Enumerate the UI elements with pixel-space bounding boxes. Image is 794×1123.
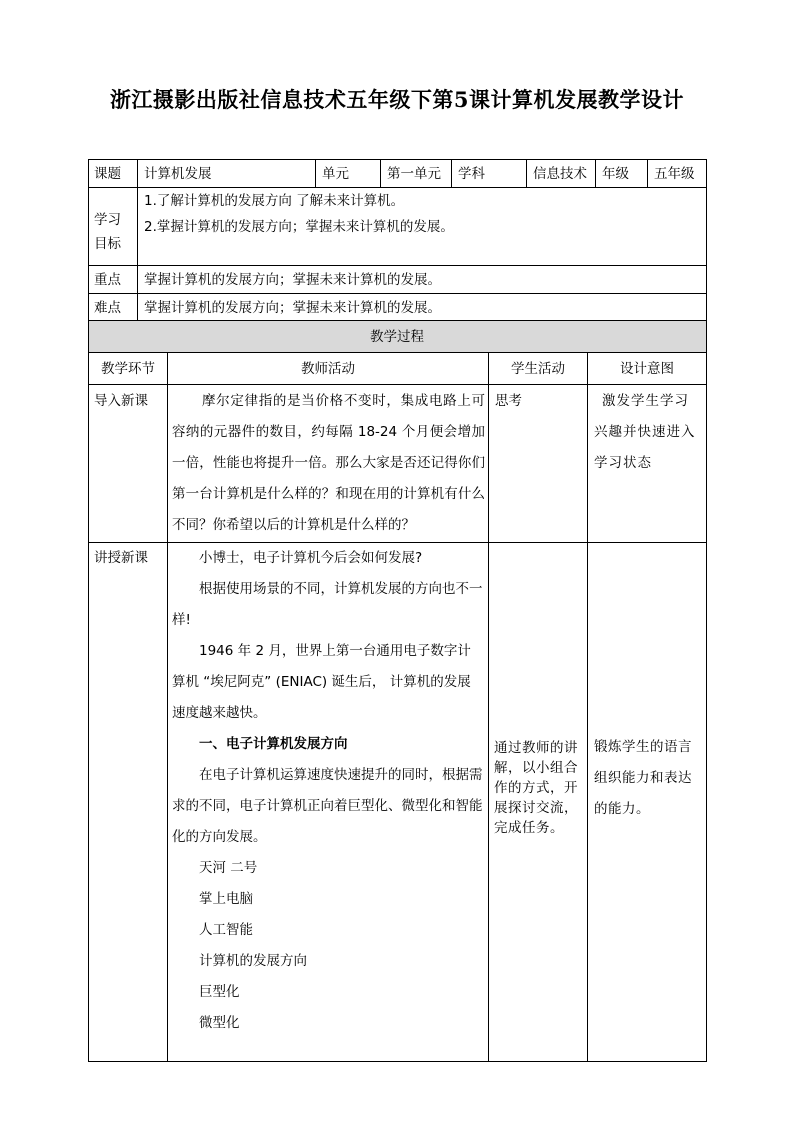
table-line [380,159,381,187]
table-bottom-border [88,1061,707,1062]
table-line [595,159,596,187]
table-line [88,384,707,385]
key-point-value: 掌握计算机的发展方向；掌握未来计算机的发展。 [144,272,441,288]
intent-paragraph: 激发学生学习兴趣并快速进入学习状态 [594,393,696,471]
topic-value: 计算机发展 [144,166,212,182]
list-item: 计算机的发展方向 [199,953,307,969]
teacher-activity-intro [172,386,485,541]
difficulty-value: 掌握计算机的发展方向；掌握未来计算机的发展。 [144,300,441,316]
grade-label: 年级 [602,166,629,182]
design-intent-intro [594,386,702,479]
header-intent: 设计意图 [620,361,674,377]
list-item: 天河 二号 [199,860,258,876]
list-item: 微型化 [199,1015,240,1031]
header-student: 学生活动 [511,361,565,377]
unit-value: 第一单元 [387,166,441,182]
section-heading: 一、电子计算机发展方向 [199,736,348,752]
list-item: 掌上电脑 [199,891,253,907]
teacher-paragraph: 在电子计算机运算速度快速提升的同时，根据需求的不同，电子计算机正向着巨型化、微型化和智能化的方向发展。 [172,767,483,845]
table-line [167,352,168,1062]
table-line [88,293,707,294]
student-activity-intro: 思考 [495,393,522,409]
table-line [88,265,707,266]
goals-label: 学习目标 [94,212,121,252]
teacher-paragraph: 小博士，电子计算机今后会如何发展? [199,550,423,566]
key-point-label: 重点 [94,272,121,288]
process-section-title: 教学过程 [370,329,424,345]
stage-new-lesson: 讲授新课 [94,550,148,566]
difficulty-label: 难点 [94,300,121,316]
table-line [647,159,648,187]
document-title: 浙江摄影出版社信息技术五年级下第5课计算机发展教学设计 [109,87,685,112]
subject-value: 信息技术 [533,166,587,182]
table-line [526,159,527,187]
topic-label: 课题 [94,166,121,182]
goal-item: 2.掌握计算机的发展方向；掌握未来计算机的发展。 [144,219,454,235]
teacher-paragraph: 1946 年 2 月，世界上第一台通用电子数字计算机 “埃尼阿克” (ENIAC) 诞生后， 计算机的发展速度越来越快。 [172,643,471,721]
list-item: 人工智能 [199,922,253,938]
table-top-border [88,159,707,160]
grade-value: 五年级 [654,166,695,182]
table-line [137,159,138,320]
list-item: 巨型化 [199,984,240,1000]
teacher-paragraph: 根据使用场景的不同，计算机发展的方向也不一样! [172,581,483,628]
subject-label: 学科 [458,166,485,182]
teacher-activity-new-lesson [172,543,484,1039]
stage-intro: 导入新课 [94,393,148,409]
table-right-border [706,159,707,1062]
table-line [451,159,452,187]
design-intent-new-lesson: 锻炼学生的语言组织能力和表达的能力。 [594,739,692,817]
table-line [88,320,707,321]
student-activity-new-lesson: 通过教师的讲解，以小组合作的方式，开展探讨交流，完成任务。 [494,740,578,836]
table-line [488,352,489,1062]
table-line [88,352,707,353]
teacher-paragraph: 摩尔定律指的是当价格不变时，集成电路上可容纳的元器件的数目，约每隔 18-24 个月便会增加一倍，性能也将提升一倍。那么大家是否还记得你们第一台计算机是什么样的？和现在用的计算机有什么不同？你希望以后的计算机是什么样的？ [172,393,485,533]
unit-label: 单元 [322,166,349,182]
table-line [587,352,588,1062]
table-left-border [88,159,89,1062]
header-stage: 教学环节 [101,361,155,377]
goal-item: 1.了解计算机的发展方向 了解未来计算机。 [144,193,405,209]
table-line [315,159,316,187]
table-line [88,187,707,188]
header-teacher: 教师活动 [301,361,355,377]
